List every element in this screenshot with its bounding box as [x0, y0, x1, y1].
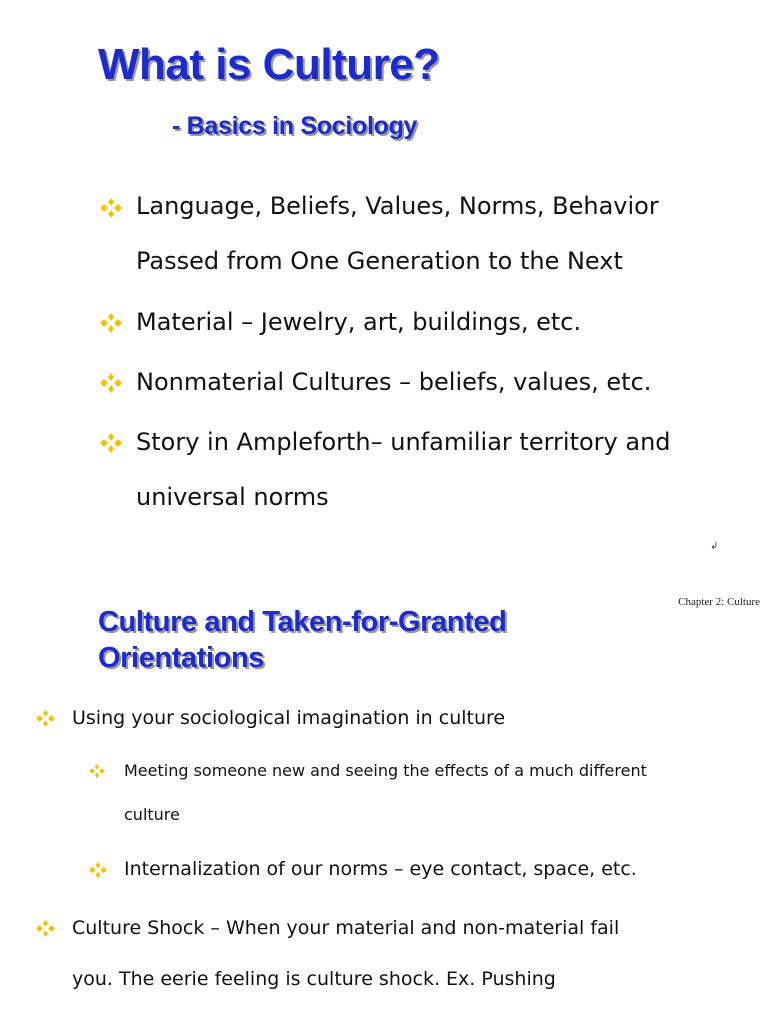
bullet-text: you. The eerie feeling is culture shock. Ex. Pushing: [72, 968, 556, 990]
four-diamond-bullet-icon: [36, 920, 55, 937]
four-diamond-bullet-icon: [100, 198, 122, 218]
slide-title: [98, 604, 506, 676]
bullet-text: Material – Jewelry, art, buildings, etc.: [136, 308, 582, 336]
bullet-text: Story in Ampleforth– unfamiliar territory and: [136, 428, 671, 456]
four-diamond-bullet-icon: [100, 373, 122, 393]
bullet-text: Nonmaterial Cultures – beliefs, values, etc.: [136, 368, 652, 396]
bullet-text: Internalization of our norms – eye contact, space, etc.: [124, 858, 637, 880]
slide-title-line: Orientations: [98, 642, 264, 674]
bullet-text: Meeting someone new and seeing the effects of a much different: [124, 761, 647, 780]
chapter-footer: Chapter 2: Culture: [678, 596, 760, 608]
four-diamond-bullet-icon: [36, 710, 55, 727]
slide-culture-orientations: [0, 580, 768, 1024]
slide-title-line: Culture and Taken-for-Granted: [98, 606, 507, 638]
slide-subtitle: - Basics in Sociology: [172, 112, 418, 140]
bullet-text: universal norms: [136, 483, 329, 511]
return-mark-icon: ↲: [710, 541, 719, 552]
four-diamond-bullet-icon: [89, 862, 107, 878]
bullet-text: Culture Shock – When your material and non-material fail: [72, 917, 620, 939]
four-diamond-bullet-icon: [89, 764, 105, 778]
bullet-text: Language, Beliefs, Values, Norms, Behavior: [136, 192, 659, 220]
four-diamond-bullet-icon: [100, 313, 122, 333]
four-diamond-bullet-icon: [100, 433, 122, 453]
bullet-text: Passed from One Generation to the Next: [136, 247, 623, 275]
bullet-text: Using your sociological imagination in culture: [72, 707, 506, 729]
bullet-text: culture: [124, 805, 180, 824]
slide-title: What is Culture?: [98, 40, 440, 89]
